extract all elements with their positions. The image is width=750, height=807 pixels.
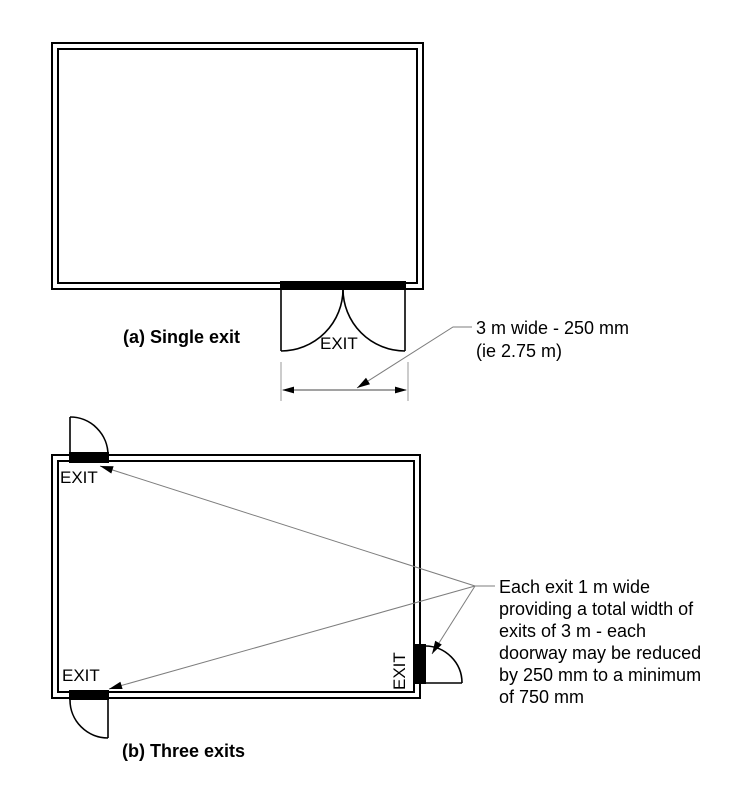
room-a-inner-wall — [58, 49, 417, 283]
annotation-a-line-1: 3 m wide - 250 mm — [476, 318, 630, 338]
room-a-doorway-bar — [280, 281, 406, 289]
figure-a-plan — [52, 43, 472, 401]
figure-a-caption: (a) Single exit — [123, 327, 241, 347]
exit-label-b-bottom-left: EXIT — [62, 666, 100, 685]
annotation-a-line-2: (ie 2.75 m) — [476, 341, 563, 361]
dimension-arrow-left-icon — [282, 387, 294, 394]
dimension-arrow-right-icon — [395, 387, 407, 394]
room-b-right-doorway-bar — [414, 644, 426, 684]
annotation-b-line-1: Each exit 1 m wide — [499, 577, 651, 597]
exit-label-a: EXIT — [320, 334, 358, 353]
room-b-inner-wall — [58, 461, 414, 692]
annotation-b-line-5: by 250 mm to a minimum — [499, 665, 702, 685]
room-b-bottom-left-door-swing-arc — [70, 700, 108, 738]
figure-b-plan — [52, 417, 495, 738]
figure-b-annotation — [499, 576, 701, 708]
figure-a-annotation — [476, 317, 629, 363]
exit-label-b-right: EXIT — [390, 652, 409, 690]
room-b-bottom-left-doorway-bar — [69, 690, 109, 700]
exit-label-b-top-left: EXIT — [60, 468, 98, 487]
annotation-a-leader-arrow-icon — [357, 378, 370, 388]
room-a-outer-wall — [52, 43, 423, 289]
annotation-b-arrow-bottom-left-icon — [109, 682, 123, 689]
annotation-b-line-3: exits of 3 m - each — [499, 621, 647, 641]
annotation-b-line-6: of 750 mm — [499, 687, 585, 707]
room-b-right-door-swing-arc — [425, 646, 462, 683]
room-b-top-left-doorway-bar — [69, 452, 109, 463]
annotation-b-leader-top-left — [100, 466, 475, 586]
annotation-b-line-2: providing a total width of — [499, 599, 694, 619]
room-b-outer-wall — [52, 455, 420, 698]
room-b-top-left-door-swing-arc — [70, 417, 108, 455]
figure-b-caption: (b) Three exits — [122, 741, 246, 761]
annotation-b-arrow-top-left-icon — [100, 466, 114, 474]
annotation-a-leader-line — [357, 327, 472, 388]
annotation-b-line-4: doorway may be reduced — [499, 643, 702, 663]
